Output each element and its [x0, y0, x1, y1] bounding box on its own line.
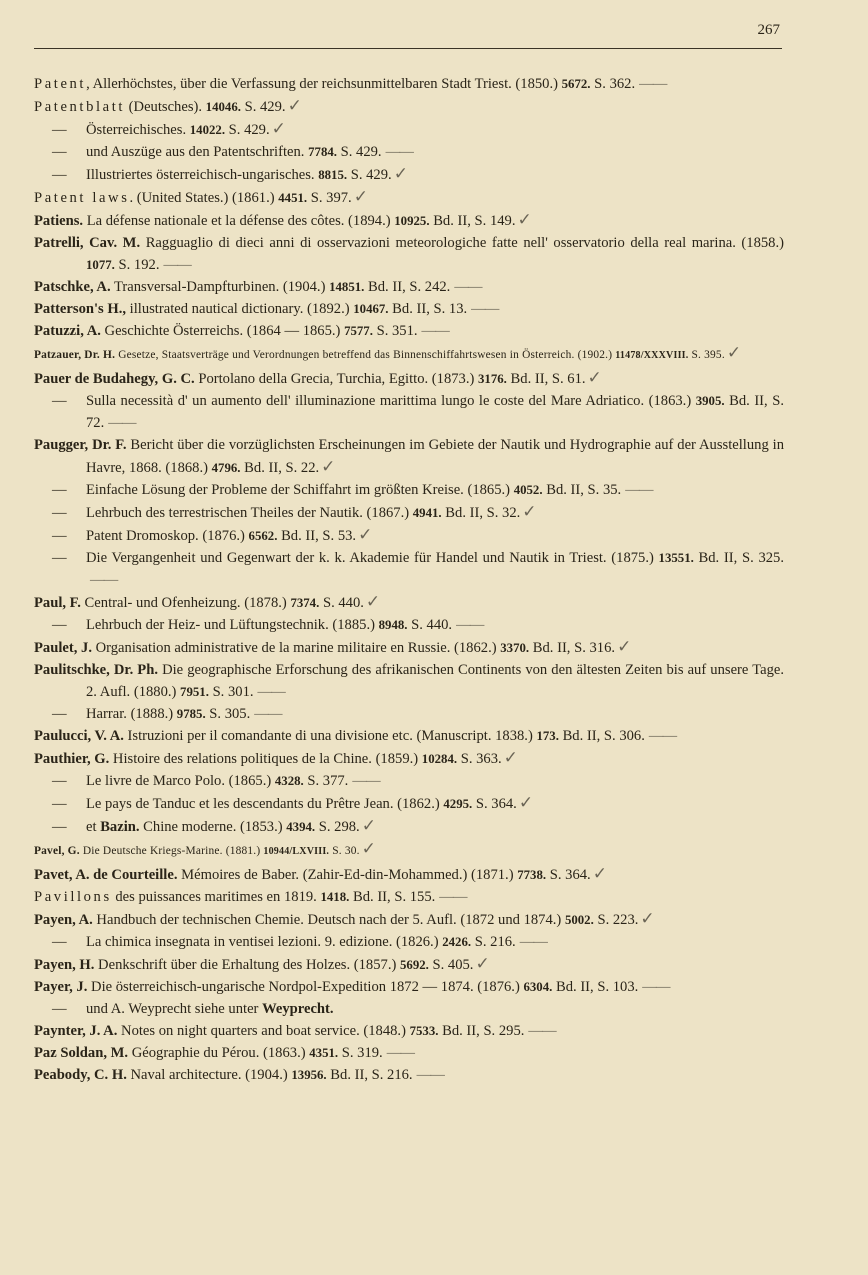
index-subentry: [34, 524, 784, 547]
entry-title: Mémoires de Baber. (Zahir-Ed-din-Mohammed.) (1871.): [177, 867, 518, 883]
page-reference: Bd. II, S. 32.: [441, 505, 521, 521]
ditto-dash: —: [52, 122, 67, 138]
entry-title: Histoire des relations politiques de la Chine. (1859.): [109, 751, 422, 767]
ditto-dash: —: [52, 706, 67, 722]
catalogue-number: 7951.: [180, 685, 209, 699]
catalogue-number: 2426.: [442, 935, 472, 949]
catalogue-number: 10467.: [353, 302, 389, 316]
entry-keyword: Patentblatt: [34, 99, 126, 115]
page-reference: S. 405.: [428, 957, 474, 973]
catalogue-number: 7374.: [290, 596, 320, 610]
handwritten-check-icon: ✓: [587, 368, 602, 388]
index-entry: [34, 434, 784, 479]
handwritten-dash-mark: ——: [439, 889, 467, 905]
index-entry-list: [34, 73, 784, 1086]
entry-title: Die Deutsche Kriegs-Marine. (1881.): [79, 845, 264, 857]
entry-keyword: Patent laws: [34, 190, 130, 206]
page-reference: S. 351.: [372, 323, 418, 339]
handwritten-check-icon: ✓: [353, 187, 368, 207]
catalogue-number: 7738.: [517, 868, 547, 882]
entry-title: und A. Weyprecht siehe unter: [86, 1001, 263, 1017]
entry-author: Patrelli, Cav. M.: [34, 235, 141, 251]
index-entry: [34, 276, 784, 298]
entry-title: Organisation administrative de la marine militaire en Russie. (1862.): [91, 640, 501, 656]
index-subentry: [34, 118, 784, 141]
page-reference: S. 319.: [338, 1045, 383, 1061]
entry-author: Peabody, C. H.: [34, 1067, 127, 1083]
handwritten-check-icon: ✓: [522, 502, 537, 522]
index-subentry: [34, 390, 784, 434]
entry-author: Paugger, Dr. F.: [34, 437, 127, 453]
entry-author: Payen, H.: [34, 957, 95, 973]
handwritten-dash-mark: ——: [386, 1045, 414, 1061]
entry-title: Lehrbuch der Heiz- und Lüftungstechnik. (1885.): [86, 617, 379, 633]
page-reference: Bd. II, S. 155.: [349, 889, 436, 905]
entry-title: Die Vergangenheit und Gegenwart der k. k. Akademie für Handel und Nautik in Triest. (1875.): [86, 550, 659, 566]
catalogue-number: 1418.: [320, 890, 350, 904]
handwritten-check-icon: ✓: [518, 793, 534, 813]
handwritten-dash-mark: ——: [625, 482, 653, 498]
page-reference: S. 223.: [593, 912, 639, 928]
catalogue-number: 3905.: [695, 394, 725, 408]
handwritten-check-icon: ✓: [365, 592, 381, 612]
page-reference: Bd. II, S. 22.: [240, 460, 320, 476]
entry-author: Paulucci, V. A.: [34, 728, 124, 744]
catalogue-number: 3176.: [478, 372, 507, 386]
entry-title: des puissances maritimes en 1819.: [111, 889, 321, 905]
entry-author: Patuzzi, A.: [34, 323, 101, 339]
entry-author: Patzauer, Dr. H.: [34, 349, 116, 361]
entry-title: Central- und Ofenheizung. (1878.): [80, 595, 291, 611]
catalogue-number: 1077.: [86, 258, 115, 272]
index-entry: [34, 1020, 784, 1042]
entry-title: Illustriertes österreichisch-ungarisches.: [86, 167, 319, 183]
page-reference: Bd. II, S. 61.: [506, 371, 586, 387]
page-reference: Bd. II, S. 242.: [364, 279, 451, 295]
entry-title: (Deutsches).: [125, 99, 206, 115]
entry-title: Handbuch der technischen Chemie. Deutsch nach der 5. Aufl. (1872 und 1874.): [92, 912, 565, 928]
catalogue-number: 7533.: [409, 1024, 439, 1038]
page-reference: S. 377.: [303, 773, 349, 789]
entry-title: Géographie du Pérou. (1863.): [128, 1045, 310, 1061]
index-entry: [34, 320, 784, 342]
catalogue-number: 13956.: [291, 1068, 327, 1082]
index-entry: [34, 591, 784, 614]
index-subentry: [34, 770, 784, 792]
index-entry: [34, 908, 784, 931]
ditto-dash: —: [52, 819, 67, 835]
page-reference: Bd. II, S. 216.: [326, 1067, 413, 1083]
index-entry: [34, 863, 784, 886]
catalogue-number: 7577.: [344, 324, 373, 338]
page-reference: S. 429.: [336, 144, 382, 160]
handwritten-dash-mark: ——: [471, 301, 499, 317]
page-reference: Bd. II, S. 316.: [529, 640, 616, 656]
catalogue-number: 5692.: [399, 958, 429, 972]
index-entry: [34, 725, 784, 747]
page-reference: Bd. II, S. 149.: [429, 213, 516, 229]
entry-title: Harrar. (1888.): [86, 706, 177, 722]
catalogue-number: 8815.: [318, 168, 348, 182]
handwritten-check-icon: ✓: [592, 864, 607, 884]
page-reference: S. 301.: [208, 684, 254, 700]
page-reference: Bd. II, S. 72.: [86, 393, 784, 431]
index-entry: [34, 209, 784, 232]
catalogue-number: 7784.: [308, 145, 337, 159]
entry-author: Patterson's H.,: [34, 301, 127, 317]
header-rule: [34, 48, 782, 49]
page-reference: S. 298.: [315, 819, 360, 835]
catalogue-number: 3370.: [500, 641, 530, 655]
handwritten-check-icon: ✓: [361, 816, 376, 836]
entry-title: Die österreichisch-ungarische Nordpol-Expedition 1872 — 1874. (1876.): [87, 979, 524, 995]
entry-title: illustrated nautical dictionary. (1892.): [126, 301, 354, 317]
catalogue-number: 10944/LXVIII.: [263, 846, 330, 857]
index-entry: [34, 838, 784, 863]
catalogue-number: 14022.: [189, 123, 226, 137]
index-entry: [34, 186, 784, 209]
entry-title: Portolano della Grecia, Turchia, Egitto. (1873.): [194, 371, 479, 387]
catalogue-number: 9785.: [176, 707, 206, 721]
entry-title: La défense nationale et la défense des côtes. (1894.): [83, 213, 395, 229]
handwritten-dash-mark: ——: [352, 773, 380, 789]
index-entry: [34, 747, 784, 770]
catalogue-number: 4941.: [412, 506, 442, 520]
catalogue-number: 14851.: [329, 280, 365, 294]
handwritten-dash-mark: ——: [528, 1023, 556, 1039]
entry-title: et: [86, 819, 101, 835]
entry-title: Notes on night quarters and boat service. (1848.): [117, 1023, 410, 1039]
handwritten-dash-mark: ——: [642, 979, 670, 995]
entry-title: Le pays de Tanduc et les descendants du Prêtre Jean. (1862.): [86, 796, 444, 812]
page-reference: S. 305.: [205, 706, 251, 722]
entry-title: Die geographische Erforschung des afrikanischen Continents von den ältesten Zeiten bis auf unsere Tage. 2. Aufl. (1880.): [86, 662, 784, 700]
catalogue-number: 5002.: [564, 913, 594, 927]
catalogue-number: 4796.: [211, 461, 241, 475]
handwritten-dash-mark: ——: [421, 323, 449, 339]
catalogue-number: 6304.: [523, 980, 553, 994]
entry-title: Transversal-Dampfturbinen. (1904.): [110, 279, 330, 295]
index-subentry: [34, 501, 784, 524]
handwritten-dash-mark: ——: [454, 279, 482, 295]
ditto-dash: —: [52, 528, 67, 544]
index-entry: [34, 73, 784, 95]
index-entry: [34, 367, 784, 390]
entry-author: Paynter, J. A.: [34, 1023, 118, 1039]
entry-title: Gesetze, Staatsverträge und Verordnungen betreffend das Binnenschiffahrtswesen in Österreich. (1902.): [115, 349, 616, 361]
index-subentry: [34, 815, 784, 838]
handwritten-check-icon: ✓: [393, 164, 408, 184]
ditto-dash: —: [52, 796, 67, 812]
entry-author: Pauthier, G.: [34, 751, 110, 767]
entry-title: und Auszüge aus den Patentschriften.: [86, 144, 309, 160]
page-reference: S. 429.: [347, 167, 392, 183]
handwritten-check-icon: ✓: [358, 525, 373, 545]
index-entry: [34, 659, 784, 703]
entry-author: Pavet, A. de Courteille.: [34, 867, 178, 883]
catalogue-number: 10284.: [421, 752, 458, 766]
index-subentry: [34, 614, 784, 636]
entry-title-cont: Chine moderne. (1853.): [139, 819, 287, 835]
index-entry: [34, 953, 784, 976]
index-entry: [34, 976, 784, 998]
handwritten-dash-mark: ——: [163, 257, 191, 273]
entry-title: Geschichte Österreichs. (1864 — 1865.): [100, 323, 345, 339]
index-entry: [34, 886, 784, 908]
entry-title: Patent Dromoskop. (1876.): [86, 528, 249, 544]
handwritten-dash-mark: ——: [254, 706, 282, 722]
entry-title: . (United States.) (1861.): [129, 190, 279, 206]
catalogue-number: 11478/XXXVIII.: [615, 350, 689, 361]
entry-title: Naval architecture. (1904.): [126, 1067, 292, 1083]
handwritten-dash-mark: ——: [456, 617, 484, 633]
entry-title: Einfache Lösung der Probleme der Schiffahrt im größten Kreise. (1865.): [86, 482, 514, 498]
index-subentry: [34, 479, 784, 501]
page-reference: S. 192.: [114, 257, 160, 273]
index-entry: [34, 1042, 784, 1064]
page-reference: Bd. II, S. 295.: [438, 1023, 525, 1039]
handwritten-check-icon: ✓: [361, 839, 377, 859]
index-subentry: [34, 703, 784, 725]
catalogue-number: 4351.: [309, 1046, 339, 1060]
ditto-dash: —: [52, 773, 67, 789]
page-reference: S. 440.: [319, 595, 364, 611]
catalogue-number: 4394.: [286, 820, 316, 834]
page-reference: S. 395.: [688, 349, 725, 361]
handwritten-check-icon: ✓: [517, 210, 532, 230]
handwritten-dash-mark: ——: [257, 684, 285, 700]
handwritten-dash-mark: ——: [90, 572, 118, 588]
handwritten-dash-mark: ——: [416, 1067, 444, 1083]
index-entry: [34, 342, 784, 367]
page-reference: Bd. II, S. 53.: [277, 528, 357, 544]
catalogue-number: 4451.: [278, 191, 308, 205]
entry-author: Payen, A.: [34, 912, 93, 928]
handwritten-dash-mark: ——: [639, 76, 667, 92]
handwritten-check-icon: ✓: [726, 343, 742, 363]
index-entry: [34, 232, 784, 276]
index-entry: [34, 1064, 784, 1086]
entry-author: Pavel, G.: [34, 845, 80, 857]
entry-title: Denkschrift über die Erhaltung des Holzes. (1857.): [94, 957, 400, 973]
entry-title: Sulla necessità d' un aumento dell' illuminazione marittima lungo le coste del Mare Adriatico. (1863.): [86, 393, 696, 409]
index-entry: [34, 636, 784, 659]
entry-author: Payer, J.: [34, 979, 88, 995]
handwritten-check-icon: ✓: [321, 457, 336, 477]
index-subentry: [34, 141, 784, 163]
catalogue-number: 10925.: [394, 214, 430, 228]
entry-author: Paz Soldan, M.: [34, 1045, 129, 1061]
page-reference: S. 363.: [457, 751, 502, 767]
handwritten-dash-mark: ——: [385, 144, 413, 160]
catalogue-number: 6562.: [248, 529, 278, 543]
handwritten-dash-mark: ——: [519, 934, 547, 950]
entry-author: Pauer de Budahegy, G. C.: [34, 371, 195, 387]
entry-title: Österreichisches.: [86, 122, 190, 138]
entry-title: Le livre de Marco Polo. (1865.): [86, 773, 275, 789]
catalogue-number: 8948.: [378, 618, 408, 632]
page-reference: Bd. II, S. 325.: [693, 550, 784, 566]
entry-keyword: Patent: [34, 76, 87, 92]
index-entry: [34, 298, 784, 320]
page-reference: S. 362.: [590, 76, 636, 92]
ditto-dash: —: [52, 934, 67, 950]
catalogue-number: 14046.: [205, 100, 241, 114]
page-reference: S. 440.: [407, 617, 453, 633]
page-reference: S. 216.: [471, 934, 516, 950]
handwritten-check-icon: ✓: [617, 637, 632, 657]
handwritten-check-icon: ✓: [503, 748, 518, 768]
ditto-dash: —: [52, 482, 67, 498]
entry-coauthor: Bazin.: [100, 819, 140, 835]
page-reference: S. 364.: [546, 867, 591, 883]
ditto-dash: —: [52, 393, 67, 409]
handwritten-check-icon: ✓: [287, 96, 302, 116]
index-subentry: [34, 547, 784, 591]
ditto-dash: —: [52, 1001, 67, 1017]
catalogue-number: 4295.: [443, 797, 473, 811]
page-reference: Bd. II, S. 35.: [542, 482, 622, 498]
page-reference: S. 364.: [472, 796, 517, 812]
handwritten-check-icon: ✓: [640, 909, 655, 929]
entry-title: Istruzioni per il comandante di una divisione etc. (Manuscript. 1838.): [123, 728, 537, 744]
page-reference: S. 397.: [307, 190, 352, 206]
catalogue-number: 13551.: [658, 551, 694, 565]
entry-author: Paulitschke, Dr. Ph.: [34, 662, 158, 678]
index-subentry: [34, 998, 784, 1020]
handwritten-check-icon: ✓: [271, 119, 286, 139]
entry-keyword: Pavillons: [34, 889, 112, 905]
entry-title: Bericht über die vorzüglichsten Erscheinungen im Gebiete der Nautik und Hydrographie auf der Ausstellung in Havre, 1868. (1868.): [86, 437, 784, 476]
entry-coauthor: Weyprecht.: [262, 1001, 334, 1017]
entry-title: Ragguaglio di dieci anni di osservazioni meteorologiche fatte nell' osservatorio della real marina. (1858.): [140, 235, 784, 251]
index-entry: [34, 95, 784, 118]
catalogue-number: 4328.: [274, 774, 304, 788]
handwritten-dash-mark: ——: [648, 728, 677, 744]
index-subentry: [34, 163, 784, 186]
page-reference: S. 429.: [240, 99, 286, 115]
index-subentry: [34, 931, 784, 953]
page-reference: Bd. II, S. 103.: [552, 979, 639, 995]
ditto-dash: —: [52, 144, 67, 160]
ditto-dash: —: [52, 550, 67, 566]
ditto-dash: —: [52, 505, 67, 521]
page-reference: Bd. II, S. 306.: [558, 728, 645, 744]
entry-author: Patschke, A.: [34, 279, 111, 295]
entry-title: Lehrbuch des terrestrischen Theiles der Nautik. (1867.): [86, 505, 413, 521]
catalogue-number: 5672.: [561, 77, 591, 91]
entry-title: La chimica insegnata in ventisei lezioni. 9. edizione. (1826.): [86, 934, 443, 950]
handwritten-dash-mark: ——: [108, 415, 136, 431]
page-reference: S. 429.: [225, 122, 270, 138]
ditto-dash: —: [52, 617, 67, 633]
catalogue-number: 4052.: [513, 483, 543, 497]
page-number: 267: [757, 22, 780, 38]
ditto-dash: —: [52, 167, 67, 183]
index-subentry: [34, 792, 784, 815]
page-reference: S. 30.: [329, 845, 360, 857]
handwritten-check-icon: ✓: [475, 954, 490, 974]
entry-author: Paulet, J.: [34, 640, 92, 656]
catalogue-number: 173.: [536, 729, 559, 743]
page-reference: Bd. II, S. 13.: [388, 301, 468, 317]
entry-author: Paul, F.: [34, 595, 81, 611]
entry-author: Patiens.: [34, 213, 84, 229]
entry-title: , Allerhöchstes, über die Verfassung der reichsunmittelbaren Stadt Triest. (1850.): [86, 76, 562, 92]
